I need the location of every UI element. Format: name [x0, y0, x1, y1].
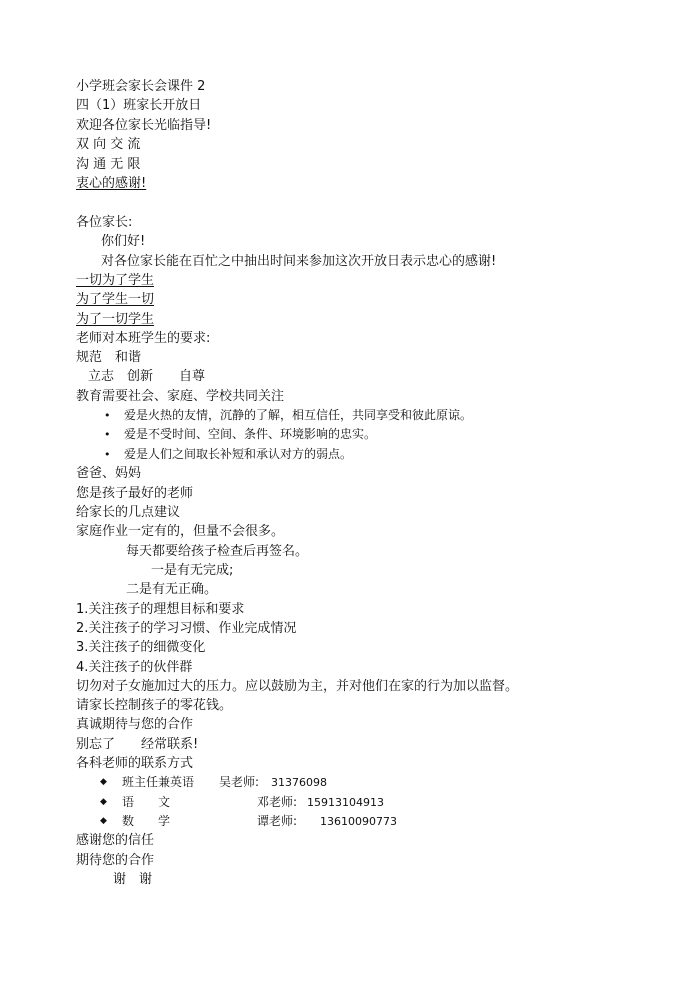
suggestions-title: 给家长的几点建议: [76, 505, 181, 520]
slogan-2: 为了学生一切: [76, 292, 155, 307]
doc-title: 小学班会家长会课件 2: [76, 79, 206, 94]
requirements-line-1: 规范 和谐: [76, 350, 142, 365]
love-bullet-3: 爱是人们之间取长补短和承认对方的弱点。: [124, 447, 353, 461]
contact-subject-1: 班主任兼英语: [122, 775, 195, 789]
expect-line: 期待您的合作: [76, 853, 155, 868]
pocket-money-line: 请家长控制孩子的零花钱。: [76, 698, 233, 713]
two-way-line: 双 向 交 流: [76, 137, 141, 152]
contact-phone-2: 15913104913: [307, 796, 384, 809]
requirements-title: 老师对本班学生的要求:: [76, 331, 211, 346]
unlimited-line: 沟 通 无 限: [76, 157, 141, 172]
bullet-dot-icon: •: [104, 428, 111, 441]
thanks-line: 对各位家长能在百忙之中抽出时间来参加这次开放日表示忠心的感谢!: [101, 254, 497, 269]
welcome-line: 欢迎各位家长光临指导!: [76, 118, 212, 133]
dont-forget-line: 别忘了 经常联系!: [76, 737, 199, 752]
love-bullet-1: 爱是火热的友情，沉静的了解，相互信任，共同享受和彼此原谅。: [124, 408, 473, 422]
point-2: 2.关注孩子的学习习惯、作业完成情况: [76, 621, 297, 636]
love-bullet-2: 爱是不受时间、空间、条件、环境影响的忠实。: [124, 427, 377, 441]
diamond-bullet-icon: ◆: [100, 816, 107, 826]
point-3: 3.关注孩子的细微变化: [76, 640, 206, 655]
hello-line: 你们好!: [101, 234, 146, 249]
slogan-3: 为了一切学生: [76, 312, 155, 327]
contact-teacher-1: 吴老师:: [219, 775, 260, 789]
thanks-end-line: 谢 谢: [113, 872, 153, 887]
contact-subject-2: 语 文: [122, 795, 171, 809]
education-line: 教育需要社会、家庭、学校共同关注: [76, 389, 285, 404]
point-1: 1.关注孩子的理想目标和要求: [76, 602, 245, 617]
contact-phone-1: 31376098: [271, 776, 327, 789]
best-teacher-line: 您是孩子最好的老师: [76, 486, 194, 501]
contact-teacher-3: 谭老师:: [257, 814, 298, 828]
class-open-day: 四（1）班家长开放日: [76, 98, 202, 113]
contacts-title: 各科老师的联系方式: [76, 756, 194, 771]
trust-line: 感谢您的信任: [76, 833, 155, 848]
parents-line: 爸爸、妈妈: [76, 466, 142, 481]
contact-phone-3: 13610090773: [320, 815, 397, 828]
contact-subject-3: 数 学: [122, 814, 171, 828]
diamond-bullet-icon: ◆: [100, 797, 107, 807]
contact-teacher-2: 邓老师:: [257, 795, 298, 809]
cooperation-hope-line: 真诚期待与您的合作: [76, 717, 194, 732]
daily-check-line: 每天都要给孩子检查后再签名。: [126, 544, 309, 559]
slogan-1: 一切为了学生: [76, 273, 155, 288]
homework-line: 家庭作业一定有的，但量不会很多。: [76, 524, 285, 539]
point-4: 4.关注孩子的伙伴群: [76, 660, 193, 675]
check-two-line: 二是有无正确。: [126, 582, 218, 597]
check-one-line: 一是有无完成;: [151, 563, 234, 578]
requirements-line-2: 立志 创新 自尊: [88, 369, 206, 384]
thanks-heart-line: 衷心的感谢!: [76, 176, 147, 191]
greeting-parents: 各位家长:: [76, 215, 133, 230]
bullet-dot-icon: •: [104, 409, 111, 422]
diamond-bullet-icon: ◆: [100, 777, 107, 787]
no-pressure-line: 切勿对子女施加过大的压力。应以鼓励为主，并对他们在家的行为加以监督。: [76, 679, 519, 694]
bullet-dot-icon: •: [104, 448, 111, 461]
